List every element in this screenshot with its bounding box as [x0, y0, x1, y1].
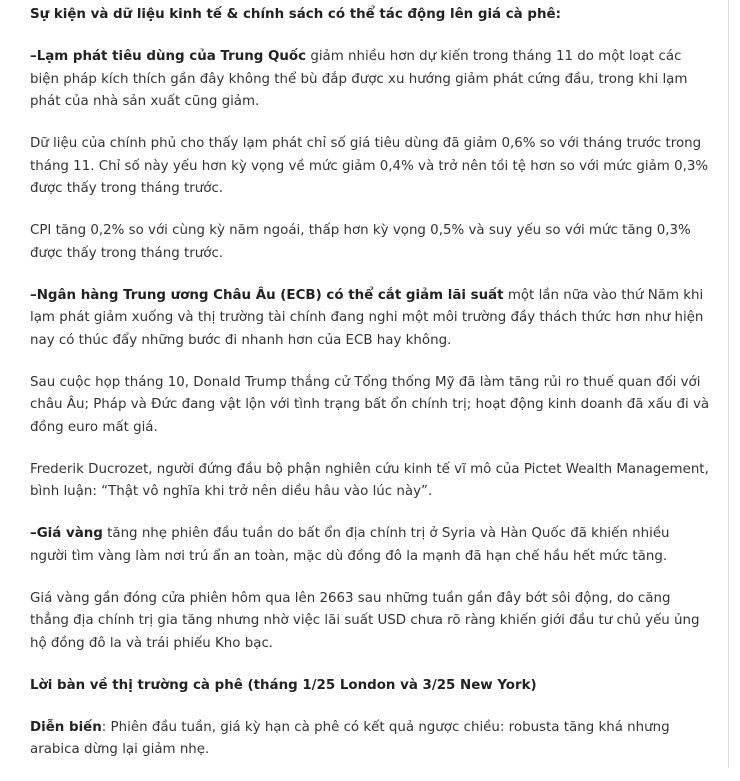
paragraph-ecb: [30, 285, 710, 353]
section-heading-economic-events: Sự kiện và dữ liệu kinh tế & chính sách có thể tác động lên giá cà phê:: [30, 7, 561, 22]
text-market-movement: : Phiên đầu tuần, giá kỳ hạn cà phê có kết quả ngược chiều: robusta tăng khá nhưng arabica dừng lại giảm nhẹ.: [30, 719, 670, 757]
lead-china-inflation: –Lạm phát tiêu dùng của Trung Quốc: [30, 49, 307, 64]
lead-ecb: –Ngân hàng Trung ương Châu Âu (ECB) có thể cắt giảm lãi suất: [30, 287, 504, 303]
paragraph-ducrozet-quote: Frederik Ducrozet, người đứng đầu bộ phận nghiên cứu kinh tế vĩ mô của Pictet Wealth Management, bình luận: “Thật vô nghĩa khi trở nên diều hâu vào lúc này”.: [30, 461, 709, 499]
paragraph-gold-close: Giá vàng gần đóng cửa phiên hôm qua lên 2663 sau những tuần gần đây bớt sôi động, do căng thẳng địa chính trị gia tăng nhưng nhờ việc lãi suất USD chưa rõ ràng khiến giới đầu tư chủ yếu ủng hộ đồng đô la và trái phiếu Kho bạc.: [30, 590, 700, 651]
lead-gold: –Giá vàng: [30, 526, 103, 541]
article-body: [30, 4, 710, 781]
text-gold: tăng nhẹ phiên đầu tuần do bất ổn địa chính trị ở Syria và Hàn Quốc đã khiến nhiều người tìm vàng làm nơi trú ẩn an toàn, mặc dù đồng đô la mạnh đã hạn chế hầu hết mức tăng.: [30, 526, 670, 564]
text-china-inflation: giảm nhiều hơn dự kiến trong tháng 11 do một loạt các biện pháp kích thích gần đây không thể bù đắp được xu hướng giảm phát cứng đầu, trong khi lạm phát của nhà sản xuất cũng giảm.: [30, 49, 688, 109]
paragraph-market-movement: [30, 717, 710, 762]
text-ecb: một lần nữa vào thứ Năm khi lạm phát giảm xuống và thị trường tài chính đang nghi một môi trường đầy thách thức hơn như hiện nay có thúc đẩy những bước đi nhanh hơn của ECB hay không.: [30, 287, 704, 348]
section-heading-coffee-market: Lời bàn về thị trường cà phê (tháng 1/25 London và 3/25 New York): [30, 677, 537, 693]
paragraph-cpi-yearly: CPI tăng 0,2% so với cùng kỳ năm ngoái, thấp hơn kỳ vọng 0,5% và suy yếu so với mức tăng 0,3% được thấy trong tháng trước.: [30, 223, 691, 261]
paragraph-cpi-monthly: Dữ liệu của chính phủ cho thấy lạm phát chỉ số giá tiêu dùng đã giảm 0,6% so với tháng trước trong tháng 11. Chỉ số này yếu hơn kỳ vọng về mức giảm 0,4% và trở nên tồi tệ hơn so với mức giảm 0,3% được thấy trong tháng trước.: [30, 136, 709, 196]
paragraph-gold: [30, 523, 710, 568]
paragraph-china-inflation: [30, 46, 710, 114]
lead-market-movement: Diễn biến: [30, 719, 102, 735]
paragraph-trump-europe: Sau cuộc họp tháng 10, Donald Trump thắng cử Tổng thống Mỹ đã làm tăng rủi ro thuế quan đối với châu Âu; Pháp và Đức đang vật lộn với tình trạng bất ổn chính trị; hoạt động kinh doanh đã xấu đi và đồng euro mất giá.: [30, 374, 710, 435]
